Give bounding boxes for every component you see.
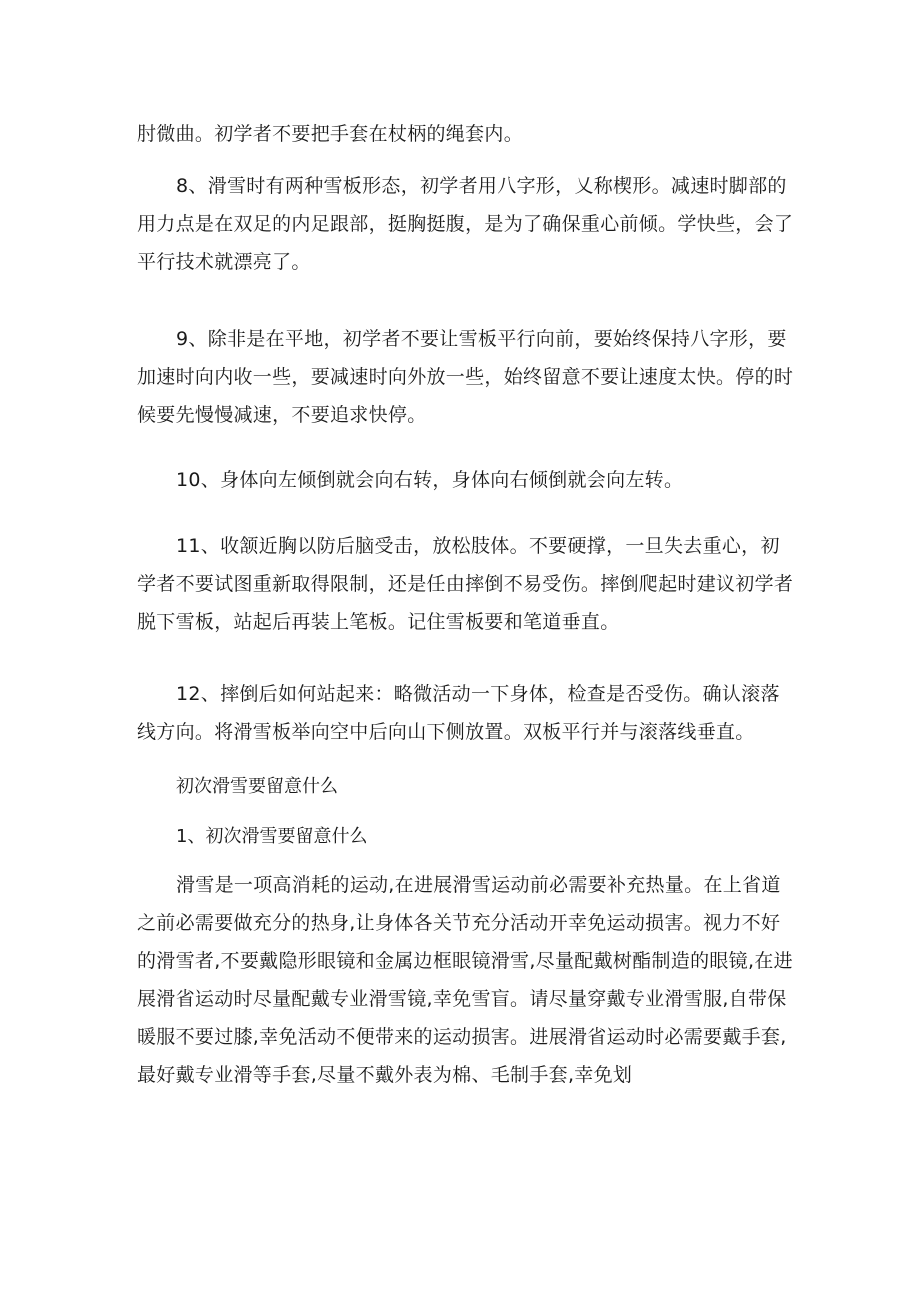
section-title: 初次滑雪要留意什么: [176, 776, 338, 797]
paragraph-item-8: 8、滑雪时有两种雪板形态，初学者用八字形，乂称楔形。减速时脚部的用力点是在双足的内足跟部，挺胸挺腹，是为了确保重心前倾。学快些，会了平行技术就漂亮了。: [137, 175, 794, 273]
paragraph-item-11: 11、收颔近胸以防后脑受击，放松肢体。不要硬撑，一旦失去重心，初学者不要试图重新取得限制，还是任由摔倒不易受伤。摔倒爬起时建议初学者脱下雪板，站起后再装上笔板。记住雪板要和笔道垂直。: [137, 535, 794, 633]
paragraph-continuation: 肘微曲。初学者不要把手套在杖柄的绳套内。: [137, 123, 524, 145]
paragraph-item-12: 12、摔倒后如何站起来：略微活动一下身体，检查是否受伤。确认滚落线方向。将滑雪板举向空中后向山下侧放置。双板平行并与滚落线垂直。: [137, 683, 780, 743]
body-paragraph: 滑雪是一项高消耗的运动,在进展滑雪运动前必需要补充热量。在上省道之前必需要做充分的热身,让身体各关节充分活动开幸免运动损害。视力不好的滑雪者,不要戴隐形眼镜和金属边框眼镜滑雪,尽量配戴树酯制造的眼镜,在进展滑省运动时尽量配戴专业滑雪镜,幸免雪盲。请尽量穿戴专业滑雪服,自带保暖服不要过膝,幸免活动不便带来的运动损害。进展滑省运动时必需要戴手套,最好戴专业滑等手套,尽量不戴外表为棉、毛制手套,幸免划: [137, 874, 793, 1086]
paragraph-item-10: 10、身体向左倾倒就会向右转，身体向右倾倒就会向左转。: [176, 469, 684, 491]
paragraph-item-9: 9、除非是在平地，初学者不要让雪板平行向前，要始终保持八字形，要加速时向内收一些，要减速时向外放一些，始终留意不要让速度太快。停的时候要先慢慢减速，不要追求快停。: [137, 328, 794, 426]
subsection-title: 1、初次滑雪要留意什么: [176, 826, 368, 847]
